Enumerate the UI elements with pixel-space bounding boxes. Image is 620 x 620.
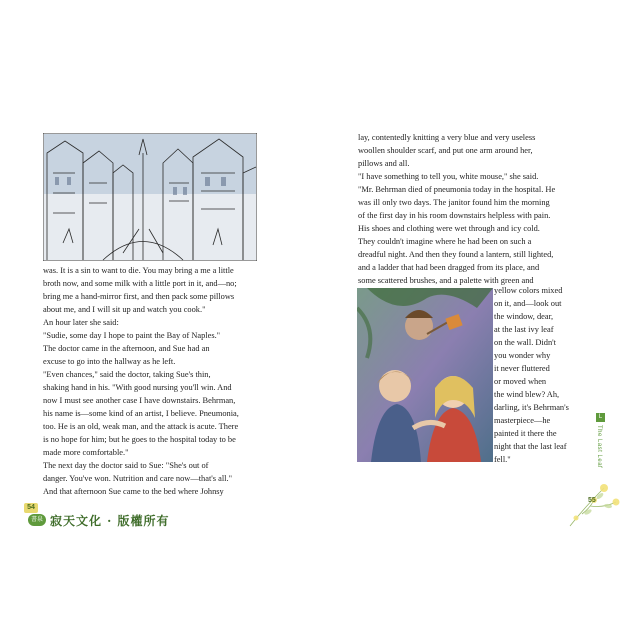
text-line: The doctor came in the afternoon, and Sue had an [43, 344, 210, 353]
right-page-text-top [358, 131, 588, 287]
text-line: pillows and all. [358, 159, 410, 168]
text-line: his name is—some kind of an artist, I believe. Pneumonia, [43, 409, 239, 418]
text-line: woollen shoulder scarf, and put one arm around her, [358, 146, 533, 155]
text-line: bring me a hand-mirror first, and then pack some pillows [43, 292, 235, 301]
text-line: on the wall. Didn't [494, 338, 556, 347]
text-line: some scattered brushes, and a palette with green and [358, 276, 534, 285]
two-women-painting-icon [357, 288, 493, 462]
text-line: too. He is an old, weak man, and the attack is acute. There [43, 422, 239, 431]
text-line: and a ladder that had been dragged from its place, and [358, 263, 540, 272]
text-line: His shoes and clothing were wet through and icy cold. [358, 224, 540, 233]
chapter-side-tab [596, 413, 605, 478]
text-line: it never fluttered [494, 364, 550, 373]
text-line: or moved when [494, 377, 547, 386]
text-line: lay, contentedly knitting a very blue and very useless [358, 133, 536, 142]
city-street-sketch-icon [43, 133, 257, 261]
page-number-left: 54 [24, 503, 38, 513]
text-line: now I must see another case I have downstairs. Behrman, [43, 396, 236, 405]
text-line: masterpiece—he [494, 416, 551, 425]
text-line: of the first day in his room downstairs helpless with pain. [358, 211, 551, 220]
text-line: was ill only two days. The janitor found him the morning [358, 198, 550, 207]
text-line: darling, it's Behrman's [494, 403, 569, 412]
text-line: is no hope for him; but he goes to the hospital today to be [43, 435, 236, 444]
publisher-watermark [28, 511, 170, 529]
text-line: The next day the doctor said to Sue: "She's out of [43, 461, 209, 470]
side-tab-title: The Last Leaf [596, 425, 602, 469]
text-line: made more comfortable." [43, 448, 129, 457]
left-page-text [43, 264, 263, 498]
text-line: you wonder why [494, 351, 551, 360]
text-line: They couldn't imagine where he had been on such a [358, 237, 532, 246]
text-line: about me, and I will sit up and watch you cook." [43, 305, 206, 314]
text-line: dreadful night. And then they found a lantern, still lighted, [358, 250, 554, 259]
text-line: broth now, and some milk with a little port in it, and—no; [43, 279, 237, 288]
text-line: An hour later she said: [43, 318, 119, 327]
watermark-text: 寂天文化 · 版權所有 [50, 513, 170, 528]
text-line: fell." [494, 455, 511, 464]
text-line: night that the last leaf [494, 442, 567, 451]
text-line: And that afternoon Sue came to the bed where Johnsy [43, 487, 224, 496]
text-line: painted it there the [494, 429, 557, 438]
text-line: "Even chances," said the doctor, taking Sue's thin, [43, 370, 211, 379]
text-line: on it, and—look out [494, 299, 562, 308]
page-number-right: 55 [588, 497, 596, 504]
text-line: the wind blew? Ah, [494, 390, 560, 399]
text-line: "Mr. Behrman died of pneumonia today in the hospital. He [358, 185, 556, 194]
text-line: at the last ivy leaf [494, 325, 554, 334]
text-line: "I have something to tell you, white mouse," she said. [358, 172, 539, 181]
watermark-badge: 書泉 [28, 514, 46, 526]
text-line: was. It is a sin to want to die. You may bring a me a little [43, 266, 234, 275]
right-page-text-side [494, 284, 594, 466]
text-line: "Sudie, some day I hope to paint the Bay of Naples." [43, 331, 221, 340]
side-tab-marker: L [596, 413, 605, 422]
text-line: shaking hand in his. "With good nursing you'll win. And [43, 383, 232, 392]
text-line: the window, dear, [494, 312, 554, 321]
text-line: danger. You've won. Nutrition and care now—that's all." [43, 474, 233, 483]
text-line: yellow colors mixed [494, 286, 563, 295]
text-line: excuse to go into the hallway as he left. [43, 357, 176, 366]
